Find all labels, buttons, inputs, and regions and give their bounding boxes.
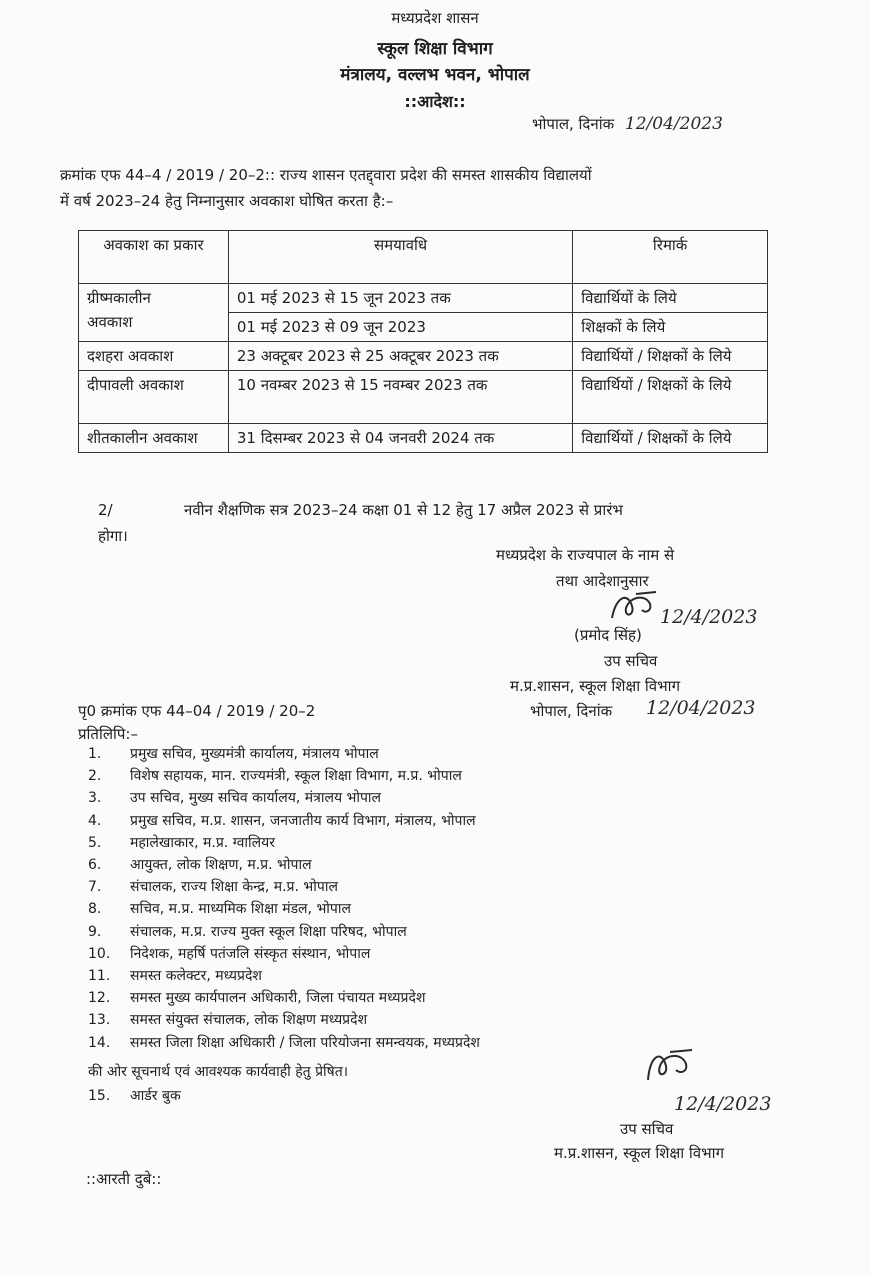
item-text: समस्त कलेक्टर, मध्यप्रदेश [130,968,262,984]
holiday-remark: विद्यार्थियों / शिक्षकों के लिये [573,424,768,453]
item-number: 14. [88,1035,111,1051]
item-number: 4. [88,813,102,829]
holiday-table [78,230,768,453]
list-item [88,1033,480,1052]
item-number: 10. [88,946,111,962]
office-address: मंत्रालय, वल्लभ भवन, भोपाल [340,65,530,85]
item-number: 13. [88,1012,111,1028]
list-item [88,922,407,941]
holiday-remark: विद्यार्थियों / शिक्षकों के लिये [573,371,768,424]
list-item [88,899,351,918]
item-text: निदेशक, महर्षि पतंजलि संस्कृत संस्थान, भोपाल [130,946,371,962]
order-line: तथा आदेशानुसार [556,572,649,590]
signature-date: 12/4/2023 [660,606,758,628]
department-name: स्कूल शिक्षा विभाग [377,39,493,59]
cc-continuation: की ओर सूचनार्थ एवं आवश्यक कार्यवाही हेतु प्रेषित। [88,1064,349,1080]
list-item [88,944,370,963]
item-text: संचालक, म.प्र. राज्य मुक्त स्कूल शिक्षा परिषद, भोपाल [130,924,407,940]
list-item [88,877,338,896]
intro-line-2: में वर्ष 2023–24 हेतु निम्नानुसार अवकाश घोषित करता है:– [60,192,394,210]
item-number: 9. [88,924,102,940]
copy-label: प्रतिलिपि:– [78,725,138,743]
list-item [88,811,476,830]
holiday-type: शीतकालीन अवकाश [79,424,229,453]
column-header: समयावधि [228,231,572,284]
item-number: 8. [88,901,102,917]
para2-line-1: नवीन शैक्षणिक सत्र 2023–24 कक्षा 01 से 12 हेतु 17 अप्रैल 2023 से प्रारंभ [184,501,623,519]
holiday-period: 23 अक्टूबर 2023 से 25 अक्टूबर 2023 तक [228,342,572,371]
holiday-remark: विद्यार्थियों / शिक्षकों के लिये [573,342,768,371]
list-item [88,788,381,807]
holiday-remark: विद्यार्थियों के लिये [573,284,768,313]
endorsement-date-label: भोपाल, दिनांक [530,702,613,720]
item-text: आर्डर बुक [130,1088,181,1104]
table-row [79,342,768,371]
signatory-department: म.प्र.शासन, स्कूल शिक्षा विभाग [554,1144,725,1162]
table-row [79,284,768,313]
holiday-period: 01 मई 2023 से 09 जून 2023 [228,313,572,342]
table-row [79,424,768,453]
holiday-period: 10 नवम्बर 2023 से 15 नवम्बर 2023 तक [228,371,572,424]
item-number: 12. [88,990,111,1006]
order-title: ::आदेश:: [404,92,466,111]
signature-scribble [640,1044,700,1096]
list-item [88,766,462,785]
column-header: अवकाश का प्रकार [79,231,229,284]
signatory-designation: उप सचिव [620,1120,674,1138]
item-number: 6. [88,857,102,873]
list-item [88,833,275,852]
table-header-row [79,231,768,284]
item-text: प्रमुख सचिव, म.प्र. शासन, जनजातीय कार्य विभाग, मंत्रालय, भोपाल [130,813,476,829]
footer-initials: ::आरती दुबे:: [86,1170,162,1188]
item-number: 15. [88,1088,111,1104]
holiday-type: दीपावली अवकाश [79,371,229,424]
item-text: समस्त मुख्य कार्यपालन अधिकारी, जिला पंचायत मध्यप्रदेश [130,990,426,1006]
item-number: 2. [88,768,102,784]
para2-line-2: होगा। [98,527,128,545]
type-text: अवकाश [87,313,133,331]
holiday-period: 31 दिसम्बर 2023 से 04 जनवरी 2024 तक [228,424,572,453]
item-text: उप सचिव, मुख्य सचिव कार्यालय, मंत्रालय भोपाल [130,790,382,806]
intro-line-1: क्रमांक एफ 44–4 / 2019 / 20–2:: राज्य शासन एतद्द्वारा प्रदेश की समस्त शासकीय विद्यालयों [60,166,592,184]
signature-date: 12/4/2023 [674,1093,772,1115]
holiday-period: 01 मई 2023 से 15 जून 2023 तक [228,284,572,313]
list-item [88,966,262,985]
list-item [88,988,425,1007]
handwritten-date: 12/04/2023 [624,114,723,134]
item-number: 3. [88,790,102,806]
signatory-designation: उप सचिव [604,652,658,670]
holiday-remark: शिक्षकों के लिये [573,313,768,342]
endorsement-date: 12/04/2023 [646,697,756,719]
endorsement-ref: पृ0 क्रमांक एफ 44–04 / 2019 / 20–2 [78,702,316,720]
holiday-type [79,284,229,342]
govt-header: मध्यप्रदेश शासन [391,9,479,27]
governor-name-line: मध्यप्रदेश के राज्यपाल के नाम से [496,546,675,564]
item-text: प्रमुख सचिव, मुख्यमंत्री कार्यालय, मंत्रालय भोपाल [130,746,379,762]
date-label: भोपाल, दिनांक [532,115,615,133]
holiday-type: दशहरा अवकाश [79,342,229,371]
list-item [88,855,312,874]
item-number: 5. [88,835,102,851]
type-text: ग्रीष्मकालीन [87,289,151,307]
item-text: आयुक्त, लोक शिक्षण, म.प्र. भोपाल [130,857,312,873]
table-row [79,371,768,424]
item-text: सचिव, म.प्र. माध्यमिक शिक्षा मंडल, भोपाल [130,901,351,917]
item-number: 7. [88,879,102,895]
order-date [532,114,723,134]
item-text: विशेष सहायक, मान. राज्यमंत्री, स्कूल शिक्षा विभाग, म.प्र. भोपाल [130,768,462,784]
item-text: समस्त संयुक्त संचालक, लोक शिक्षण मध्यप्रदेश [130,1012,368,1028]
list-item [88,1010,367,1029]
para2-number: 2/ [98,501,113,519]
signatory-name: (प्रमोद सिंह) [574,626,642,644]
item-number: 1. [88,746,102,762]
item-text: संचालक, राज्य शिक्षा केन्द्र, म.प्र. भोपाल [130,879,338,895]
list-item [88,1086,181,1105]
item-text: समस्त जिला शिक्षा अधिकारी / जिला परियोजना समन्वयक, मध्यप्रदेश [130,1035,480,1051]
item-text: महालेखाकार, म.प्र. ग्वालियर [130,835,276,851]
item-number: 11. [88,968,111,984]
list-item [88,744,379,763]
signatory-department: म.प्र.शासन, स्कूल शिक्षा विभाग [510,677,681,695]
column-header: रिमार्क [573,231,768,284]
